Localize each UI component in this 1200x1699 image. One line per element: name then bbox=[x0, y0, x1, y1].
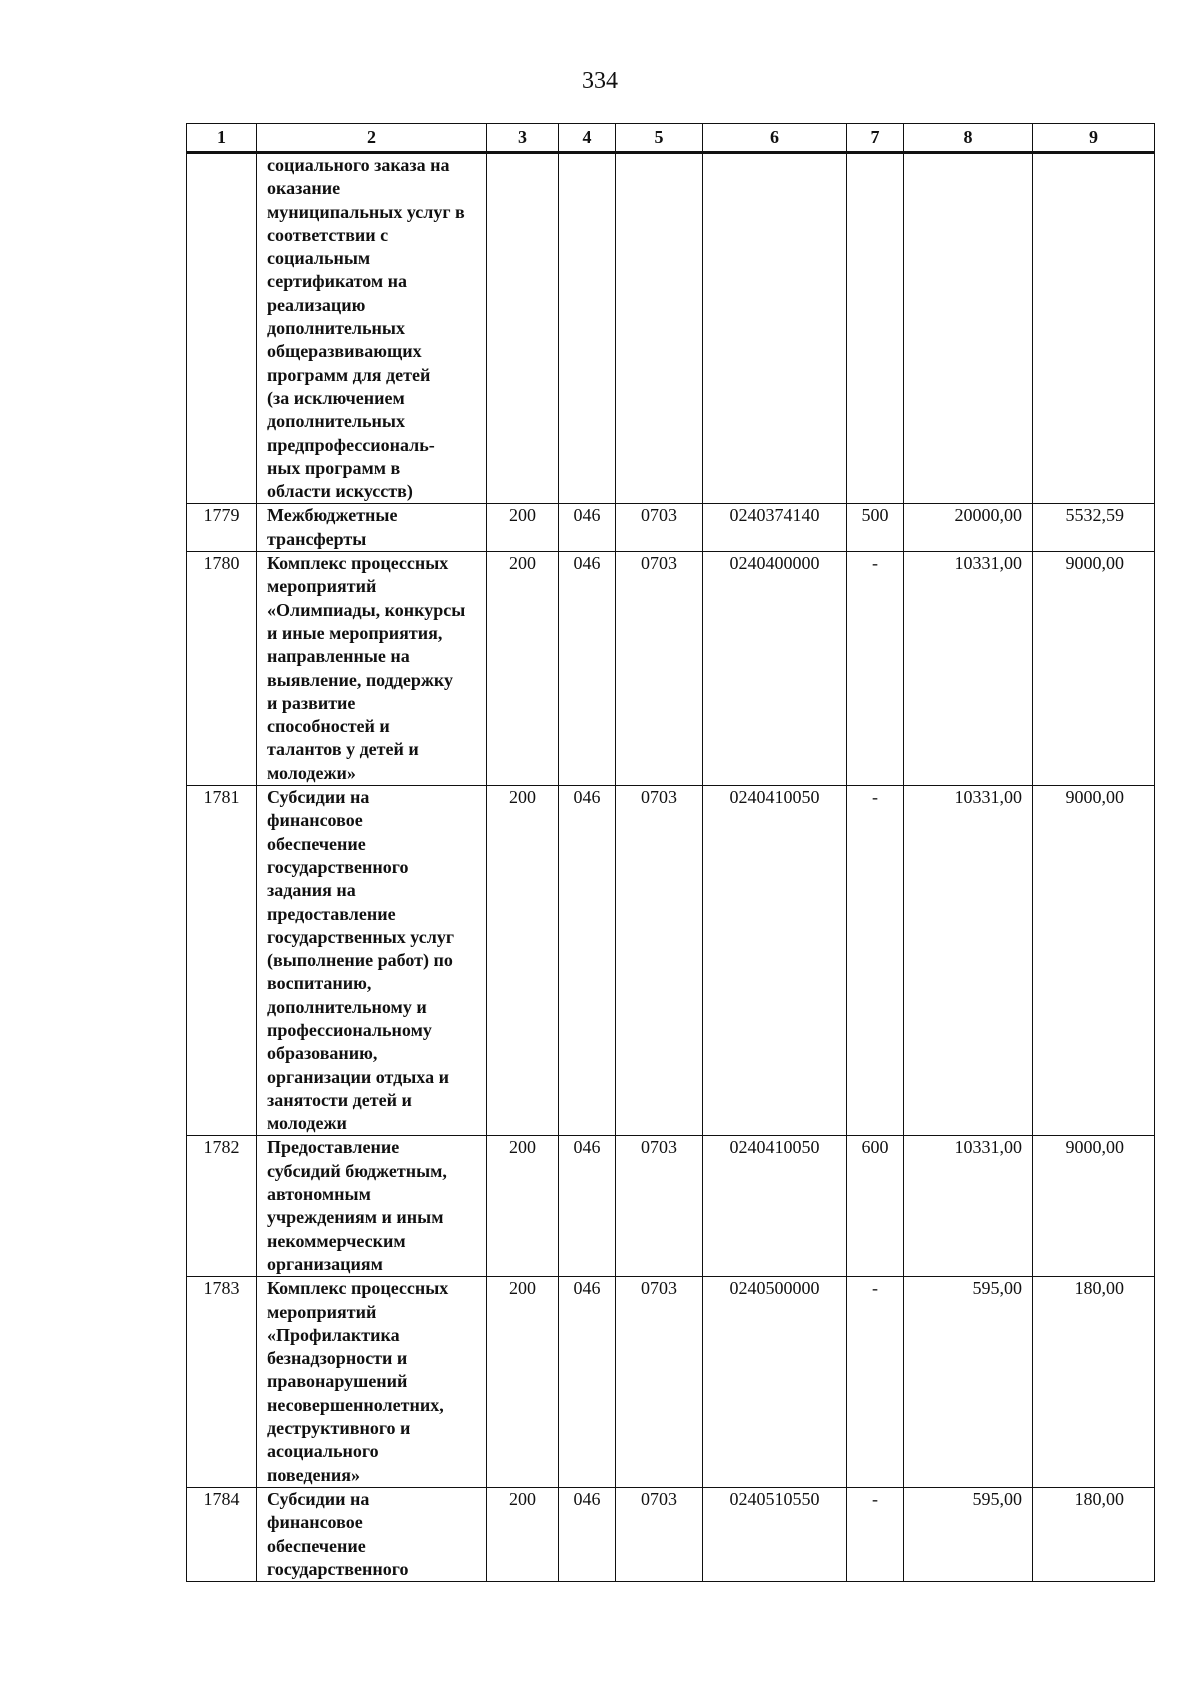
section-code-cell: 0703 bbox=[616, 1277, 703, 1488]
name-line: несовершеннолетних, bbox=[267, 1394, 444, 1415]
name-line: деструктивного и bbox=[267, 1418, 411, 1439]
amount-cell: 10331,00 bbox=[904, 552, 1033, 786]
ministry-code-cell: 046 bbox=[559, 552, 616, 786]
amount-cell: 595,00 bbox=[904, 1487, 1033, 1581]
admin-code-cell: 200 bbox=[487, 1487, 559, 1581]
name-line: «Олимпиады, конкурсы bbox=[267, 599, 466, 620]
section-code-cell: 0703 bbox=[616, 552, 703, 786]
target-article-cell: 0240510550 bbox=[703, 1487, 847, 1581]
row-name-cell bbox=[257, 1136, 487, 1277]
name-line: реализацию bbox=[267, 294, 366, 315]
target-article-cell: 0240374140 bbox=[703, 504, 847, 552]
target-article-cell: 0240500000 bbox=[703, 1277, 847, 1488]
section-code-cell: 0703 bbox=[616, 1487, 703, 1581]
name-line: финансовое bbox=[267, 810, 363, 831]
name-line: государственного bbox=[267, 856, 409, 877]
row-number-cell: 1783 bbox=[187, 1277, 257, 1488]
name-line: поведения» bbox=[267, 1464, 360, 1485]
name-line: учреждениям и иным bbox=[267, 1207, 444, 1228]
amount-cell: 10331,00 bbox=[904, 1136, 1033, 1277]
name-line: правонарушений bbox=[267, 1371, 408, 1392]
row-name-cell bbox=[257, 786, 487, 1136]
table-row bbox=[187, 504, 1155, 552]
name-line: задания на bbox=[267, 880, 356, 901]
name-line: занятости детей и bbox=[267, 1089, 412, 1110]
row-number-cell: 1780 bbox=[187, 552, 257, 786]
expense-type-cell: 500 bbox=[847, 504, 904, 552]
name-line: асоциального bbox=[267, 1441, 379, 1462]
name-line: предоставление bbox=[267, 903, 396, 924]
name-line: Субсидии на bbox=[267, 1488, 370, 1509]
amount-cell: 10331,00 bbox=[904, 786, 1033, 1136]
ministry-code-cell: 046 bbox=[559, 1136, 616, 1277]
row-number-cell: 1782 bbox=[187, 1136, 257, 1277]
expense-type-cell: - bbox=[847, 1277, 904, 1488]
row-number-cell: 1784 bbox=[187, 1487, 257, 1581]
budget-table bbox=[186, 123, 1155, 1582]
ministry-code-cell: 046 bbox=[559, 1487, 616, 1581]
section-code-cell: 0703 bbox=[616, 786, 703, 1136]
name-line: (выполнение работ) по bbox=[267, 950, 453, 971]
column-header: 3 bbox=[487, 124, 559, 153]
column-header: 7 bbox=[847, 124, 904, 153]
column-header: 9 bbox=[1033, 124, 1155, 153]
empty-cell bbox=[904, 153, 1033, 504]
table-row bbox=[187, 786, 1155, 1136]
name-line: субсидий бюджетным, bbox=[267, 1160, 447, 1181]
name-line: предпрофессиональ- bbox=[267, 434, 435, 455]
row-number-cell: 1781 bbox=[187, 786, 257, 1136]
name-line: соответствии с bbox=[267, 224, 389, 245]
table-header-row bbox=[187, 124, 1155, 153]
row-name-cell bbox=[257, 1277, 487, 1488]
target-article-cell: 0240400000 bbox=[703, 552, 847, 786]
row-name-cell bbox=[257, 504, 487, 552]
name-line: молодежи» bbox=[267, 762, 356, 783]
amount-cell: 9000,00 bbox=[1033, 1136, 1155, 1277]
empty-cell bbox=[559, 153, 616, 504]
table-row bbox=[187, 1277, 1155, 1488]
name-line: Межбюджетные bbox=[267, 505, 398, 526]
name-line: сертификатом на bbox=[267, 271, 408, 292]
name-line: мероприятий bbox=[267, 576, 377, 597]
row-name-cell bbox=[257, 1487, 487, 1581]
ministry-code-cell: 046 bbox=[559, 1277, 616, 1488]
name-line: ных программ в bbox=[267, 457, 401, 478]
column-header: 6 bbox=[703, 124, 847, 153]
admin-code-cell: 200 bbox=[487, 552, 559, 786]
name-line: Предоставление bbox=[267, 1137, 400, 1158]
column-header: 8 bbox=[904, 124, 1033, 153]
table-body bbox=[187, 504, 1155, 1582]
empty-cell bbox=[616, 153, 703, 504]
table-row bbox=[187, 1487, 1155, 1581]
name-line: дополнительных bbox=[267, 318, 405, 339]
expense-type-cell: - bbox=[847, 1487, 904, 1581]
name-line: воспитанию, bbox=[267, 973, 372, 994]
page-number: 334 bbox=[582, 68, 618, 94]
amount-cell: 9000,00 bbox=[1033, 552, 1155, 786]
ministry-code-cell: 046 bbox=[559, 786, 616, 1136]
name-line: профессиональному bbox=[267, 1019, 432, 1040]
amount-cell: 180,00 bbox=[1033, 1277, 1155, 1488]
name-line: и развитие bbox=[267, 692, 356, 713]
column-header: 2 bbox=[257, 124, 487, 153]
name-line: организации отдыха и bbox=[267, 1066, 449, 1087]
name-line: муниципальных услуг в bbox=[267, 201, 465, 222]
expense-type-cell: - bbox=[847, 786, 904, 1136]
section-code-cell: 0703 bbox=[616, 1136, 703, 1277]
empty-cell bbox=[847, 153, 904, 504]
name-line: направленные на bbox=[267, 646, 410, 667]
name-line: финансовое bbox=[267, 1512, 363, 1533]
target-article-cell: 0240410050 bbox=[703, 1136, 847, 1277]
name-line: оказание bbox=[267, 178, 341, 199]
name-line: выявление, поддержку bbox=[267, 669, 454, 690]
name-line: способностей и bbox=[267, 716, 390, 737]
column-header: 5 bbox=[616, 124, 703, 153]
name-line: дополнительному и bbox=[267, 996, 427, 1017]
admin-code-cell: 200 bbox=[487, 1136, 559, 1277]
target-article-cell: 0240410050 bbox=[703, 786, 847, 1136]
name-line: Комплекс процессных bbox=[267, 1278, 449, 1299]
name-line: государственных услуг bbox=[267, 926, 455, 947]
column-header: 4 bbox=[559, 124, 616, 153]
table-row-continued bbox=[187, 153, 1155, 504]
admin-code-cell: 200 bbox=[487, 1277, 559, 1488]
name-line: автономным bbox=[267, 1184, 371, 1205]
name-line: организациям bbox=[267, 1253, 383, 1274]
ministry-code-cell: 046 bbox=[559, 504, 616, 552]
name-line: социального заказа на bbox=[267, 155, 450, 175]
name-line: Комплекс процессных bbox=[267, 553, 449, 574]
expense-type-cell: 600 bbox=[847, 1136, 904, 1277]
table-row bbox=[187, 1136, 1155, 1277]
name-line: (за исключением bbox=[267, 387, 405, 408]
amount-cell: 595,00 bbox=[904, 1277, 1033, 1488]
name-line: государственного bbox=[267, 1558, 409, 1579]
expense-type-cell: - bbox=[847, 552, 904, 786]
name-line: общеразвивающих bbox=[267, 341, 422, 362]
amount-cell: 5532,59 bbox=[1033, 504, 1155, 552]
name-line: области искусств) bbox=[267, 481, 413, 502]
table-row bbox=[187, 552, 1155, 786]
empty-cell bbox=[487, 153, 559, 504]
name-line: «Профилактика bbox=[267, 1324, 400, 1345]
empty-cell bbox=[1033, 153, 1155, 504]
empty-cell bbox=[703, 153, 847, 504]
row-name-cell bbox=[257, 153, 487, 504]
row-number-cell bbox=[187, 153, 257, 504]
name-line: дополнительных bbox=[267, 411, 405, 432]
name-line: Субсидии на bbox=[267, 787, 370, 808]
name-line: образованию, bbox=[267, 1043, 378, 1064]
name-line: мероприятий bbox=[267, 1301, 377, 1322]
name-line: и иные мероприятия, bbox=[267, 622, 443, 643]
admin-code-cell: 200 bbox=[487, 786, 559, 1136]
name-line: трансферты bbox=[267, 528, 367, 549]
name-line: молодежи bbox=[267, 1113, 347, 1134]
row-number-cell: 1779 bbox=[187, 504, 257, 552]
column-header: 1 bbox=[187, 124, 257, 153]
name-line: талантов у детей и bbox=[267, 739, 419, 760]
amount-cell: 20000,00 bbox=[904, 504, 1033, 552]
name-line: безнадзорности и bbox=[267, 1348, 408, 1369]
name-line: социальным bbox=[267, 248, 371, 269]
name-line: обеспечение bbox=[267, 1535, 366, 1556]
amount-cell: 180,00 bbox=[1033, 1487, 1155, 1581]
name-line: программ для детей bbox=[267, 364, 431, 385]
admin-code-cell: 200 bbox=[487, 504, 559, 552]
amount-cell: 9000,00 bbox=[1033, 786, 1155, 1136]
name-line: обеспечение bbox=[267, 833, 366, 854]
name-line: некоммерческим bbox=[267, 1230, 406, 1251]
section-code-cell: 0703 bbox=[616, 504, 703, 552]
row-name-cell bbox=[257, 552, 487, 786]
